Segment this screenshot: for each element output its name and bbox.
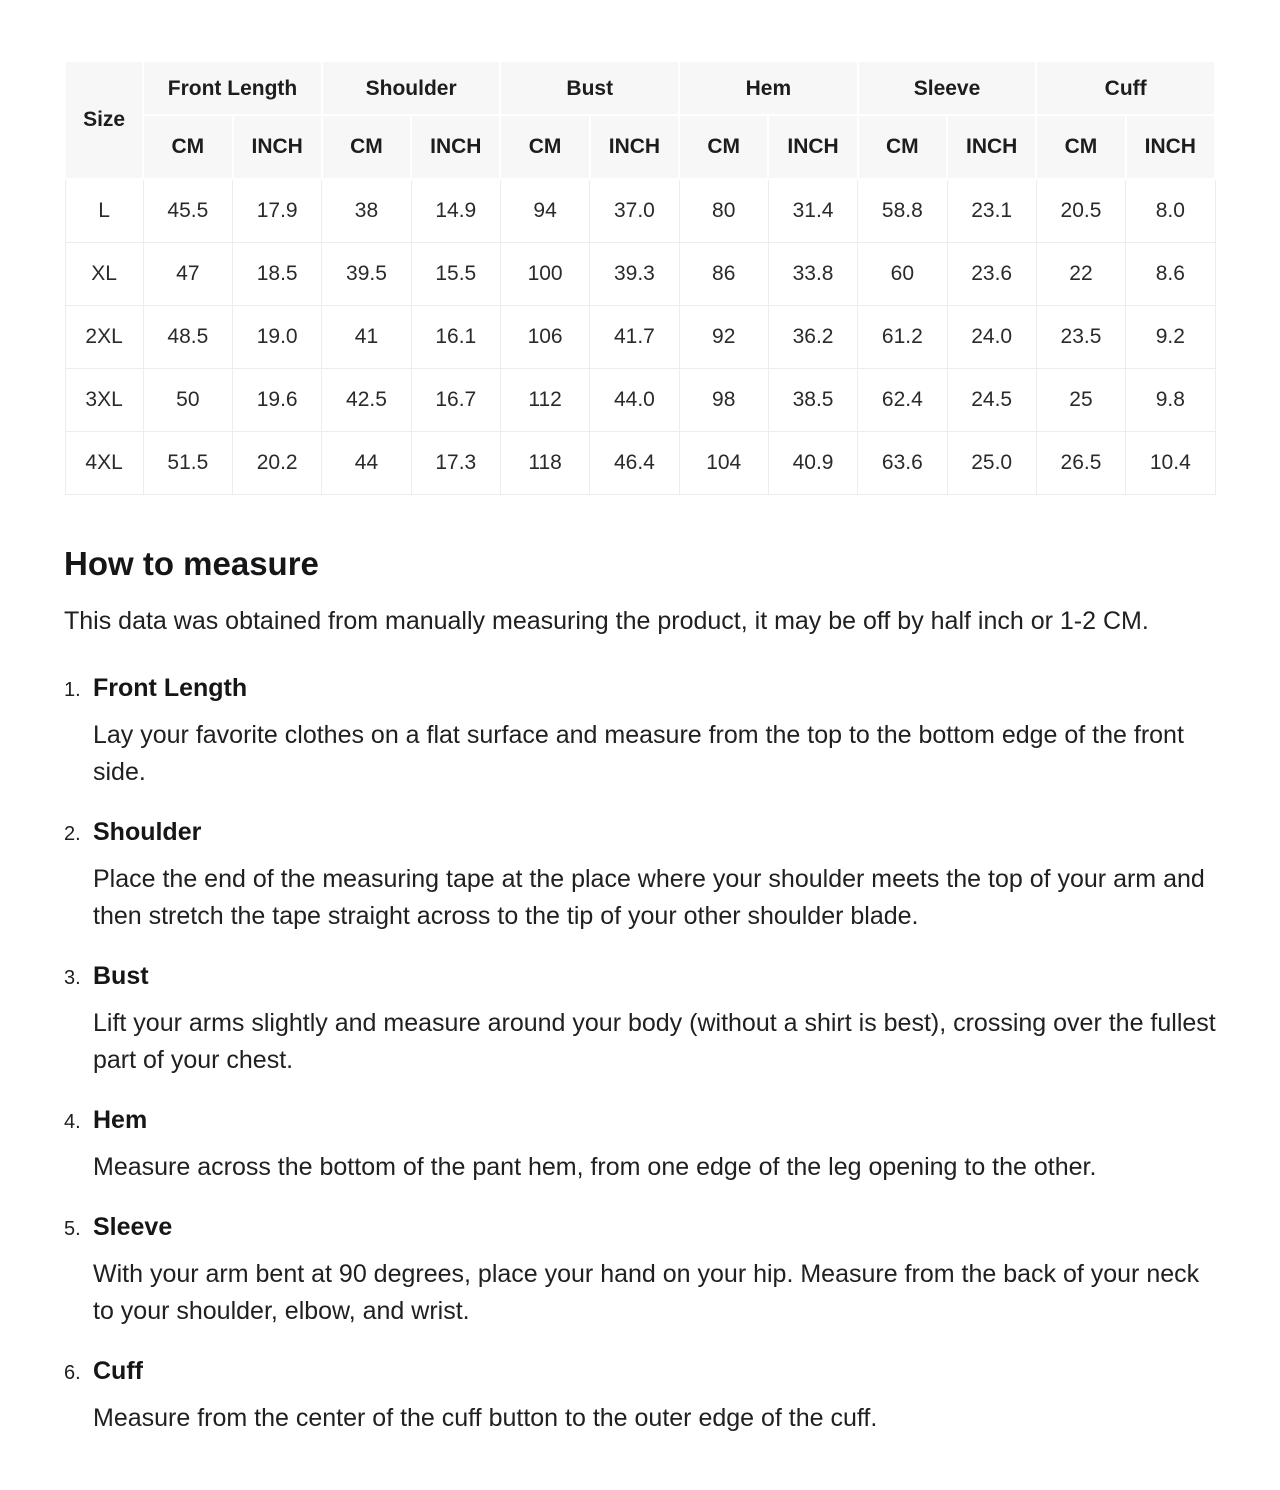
- table-row-l: [65, 179, 1215, 243]
- value-cell: 17.9: [233, 179, 322, 243]
- value-cell: 63.6: [858, 432, 947, 495]
- unit-header: CM: [143, 115, 232, 179]
- value-cell: 16.1: [411, 306, 500, 369]
- group-header-cuff: Cuff: [1036, 61, 1215, 115]
- step-number: 5.: [64, 1218, 81, 1240]
- value-cell: 24.0: [947, 306, 1036, 369]
- unit-header: INCH: [411, 115, 500, 179]
- value-cell: 20.2: [233, 432, 322, 495]
- value-cell: 23.5: [1036, 306, 1125, 369]
- value-cell: 33.8: [768, 243, 857, 306]
- step-cuff: [64, 1357, 1216, 1437]
- measure-steps-list: [64, 674, 1216, 1437]
- value-cell: 10.4: [1126, 432, 1215, 495]
- value-cell: 24.5: [947, 369, 1036, 432]
- size-cell: 2XL: [65, 306, 143, 369]
- size-cell: L: [65, 179, 143, 243]
- value-cell: 41.7: [590, 306, 679, 369]
- group-header-hem: Hem: [679, 61, 858, 115]
- step-number: 2.: [64, 823, 81, 845]
- value-cell: 8.0: [1126, 179, 1215, 243]
- unit-header: INCH: [947, 115, 1036, 179]
- table-row-3xl: [65, 369, 1215, 432]
- how-to-measure-heading: How to measure: [64, 545, 319, 582]
- value-cell: 38.5: [768, 369, 857, 432]
- step-description: Measure from the center of the cuff button to the outer edge of the cuff.: [93, 1404, 878, 1432]
- value-cell: 25: [1036, 369, 1125, 432]
- value-cell: 44.0: [590, 369, 679, 432]
- value-cell: 98: [679, 369, 768, 432]
- step-hem: [64, 1106, 1216, 1186]
- value-cell: 50: [143, 369, 232, 432]
- step-description: Measure across the bottom of the pant hem, from one edge of the leg opening to the other.: [93, 1153, 1097, 1181]
- value-cell: 46.4: [590, 432, 679, 495]
- unit-header: CM: [1036, 115, 1125, 179]
- value-cell: 39.5: [322, 243, 411, 306]
- step-number: 1.: [64, 679, 81, 701]
- value-cell: 60: [858, 243, 947, 306]
- step-shoulder: [64, 818, 1216, 935]
- value-cell: 9.8: [1126, 369, 1215, 432]
- step-number: 4.: [64, 1111, 81, 1133]
- step-title: Sleeve: [93, 1213, 173, 1241]
- table-row-2xl: [65, 306, 1215, 369]
- value-cell: 16.7: [411, 369, 500, 432]
- step-description: Lift your arms slightly and measure around your body (without a shirt is best), crossing over the fullest part of your chest.: [93, 1009, 1216, 1074]
- value-cell: 61.2: [858, 306, 947, 369]
- value-cell: 80: [679, 179, 768, 243]
- step-title: Hem: [93, 1106, 148, 1134]
- value-cell: 41: [322, 306, 411, 369]
- value-cell: 23.6: [947, 243, 1036, 306]
- value-cell: 38: [322, 179, 411, 243]
- measure-intro-text: This data was obtained from manually measuring the product, it may be off by half inch or 1-2 CM.: [64, 607, 1149, 635]
- value-cell: 19.6: [233, 369, 322, 432]
- value-cell: 42.5: [322, 369, 411, 432]
- value-cell: 39.3: [590, 243, 679, 306]
- value-cell: 106: [500, 306, 589, 369]
- value-cell: 112: [500, 369, 589, 432]
- value-cell: 58.8: [858, 179, 947, 243]
- value-cell: 47: [143, 243, 232, 306]
- unit-header: INCH: [768, 115, 857, 179]
- unit-header: CM: [858, 115, 947, 179]
- group-header-bust: Bust: [500, 61, 679, 115]
- value-cell: 62.4: [858, 369, 947, 432]
- step-number: 3.: [64, 967, 81, 989]
- unit-header: INCH: [590, 115, 679, 179]
- value-cell: 48.5: [143, 306, 232, 369]
- value-cell: 100: [500, 243, 589, 306]
- step-title: Front Length: [93, 674, 248, 702]
- value-cell: 94: [500, 179, 589, 243]
- group-header-front-length: Front Length: [143, 61, 322, 115]
- size-guide-page: [64, 0, 1216, 1437]
- value-cell: 23.1: [947, 179, 1036, 243]
- unit-header: INCH: [233, 115, 322, 179]
- value-cell: 86: [679, 243, 768, 306]
- value-cell: 36.2: [768, 306, 857, 369]
- step-title: Cuff: [93, 1357, 143, 1385]
- group-header-shoulder: Shoulder: [322, 61, 501, 115]
- step-description: Place the end of the measuring tape at the place where your shoulder meets the top of your arm and then stretch the tape straight across to the tip of your other shoulder blade.: [93, 865, 1205, 930]
- step-sleeve: [64, 1213, 1216, 1330]
- step-title: Bust: [93, 962, 149, 990]
- unit-header: INCH: [1126, 115, 1215, 179]
- size-chart-table: [64, 60, 1216, 495]
- value-cell: 15.5: [411, 243, 500, 306]
- value-cell: 31.4: [768, 179, 857, 243]
- value-cell: 22: [1036, 243, 1125, 306]
- value-cell: 118: [500, 432, 589, 495]
- value-cell: 25.0: [947, 432, 1036, 495]
- value-cell: 51.5: [143, 432, 232, 495]
- value-cell: 9.2: [1126, 306, 1215, 369]
- value-cell: 92: [679, 306, 768, 369]
- group-header-sleeve: Sleeve: [858, 61, 1037, 115]
- unit-header: CM: [322, 115, 411, 179]
- step-front-length: [64, 674, 1216, 791]
- step-bust: [64, 962, 1216, 1079]
- value-cell: 20.5: [1036, 179, 1125, 243]
- step-description: Lay your favorite clothes on a flat surface and measure from the top to the bottom edge of the front side.: [93, 721, 1184, 786]
- unit-header: CM: [679, 115, 768, 179]
- value-cell: 19.0: [233, 306, 322, 369]
- value-cell: 18.5: [233, 243, 322, 306]
- size-column-header: Size: [65, 61, 143, 179]
- value-cell: 8.6: [1126, 243, 1215, 306]
- value-cell: 104: [679, 432, 768, 495]
- value-cell: 14.9: [411, 179, 500, 243]
- size-cell: XL: [65, 243, 143, 306]
- table-row-4xl: [65, 432, 1215, 495]
- step-description: With your arm bent at 90 degrees, place your hand on your hip. Measure from the back of your neck to your shoulder, elbow, and wrist.: [93, 1260, 1200, 1325]
- value-cell: 37.0: [590, 179, 679, 243]
- step-number: 6.: [64, 1362, 81, 1384]
- value-cell: 40.9: [768, 432, 857, 495]
- size-cell: 3XL: [65, 369, 143, 432]
- unit-header: CM: [500, 115, 589, 179]
- size-chart-body: [65, 179, 1215, 495]
- size-cell: 4XL: [65, 432, 143, 495]
- step-title: Shoulder: [93, 818, 202, 846]
- value-cell: 45.5: [143, 179, 232, 243]
- table-row-xl: [65, 243, 1215, 306]
- value-cell: 17.3: [411, 432, 500, 495]
- value-cell: 26.5: [1036, 432, 1125, 495]
- size-chart-header: [65, 61, 1215, 179]
- value-cell: 44: [322, 432, 411, 495]
